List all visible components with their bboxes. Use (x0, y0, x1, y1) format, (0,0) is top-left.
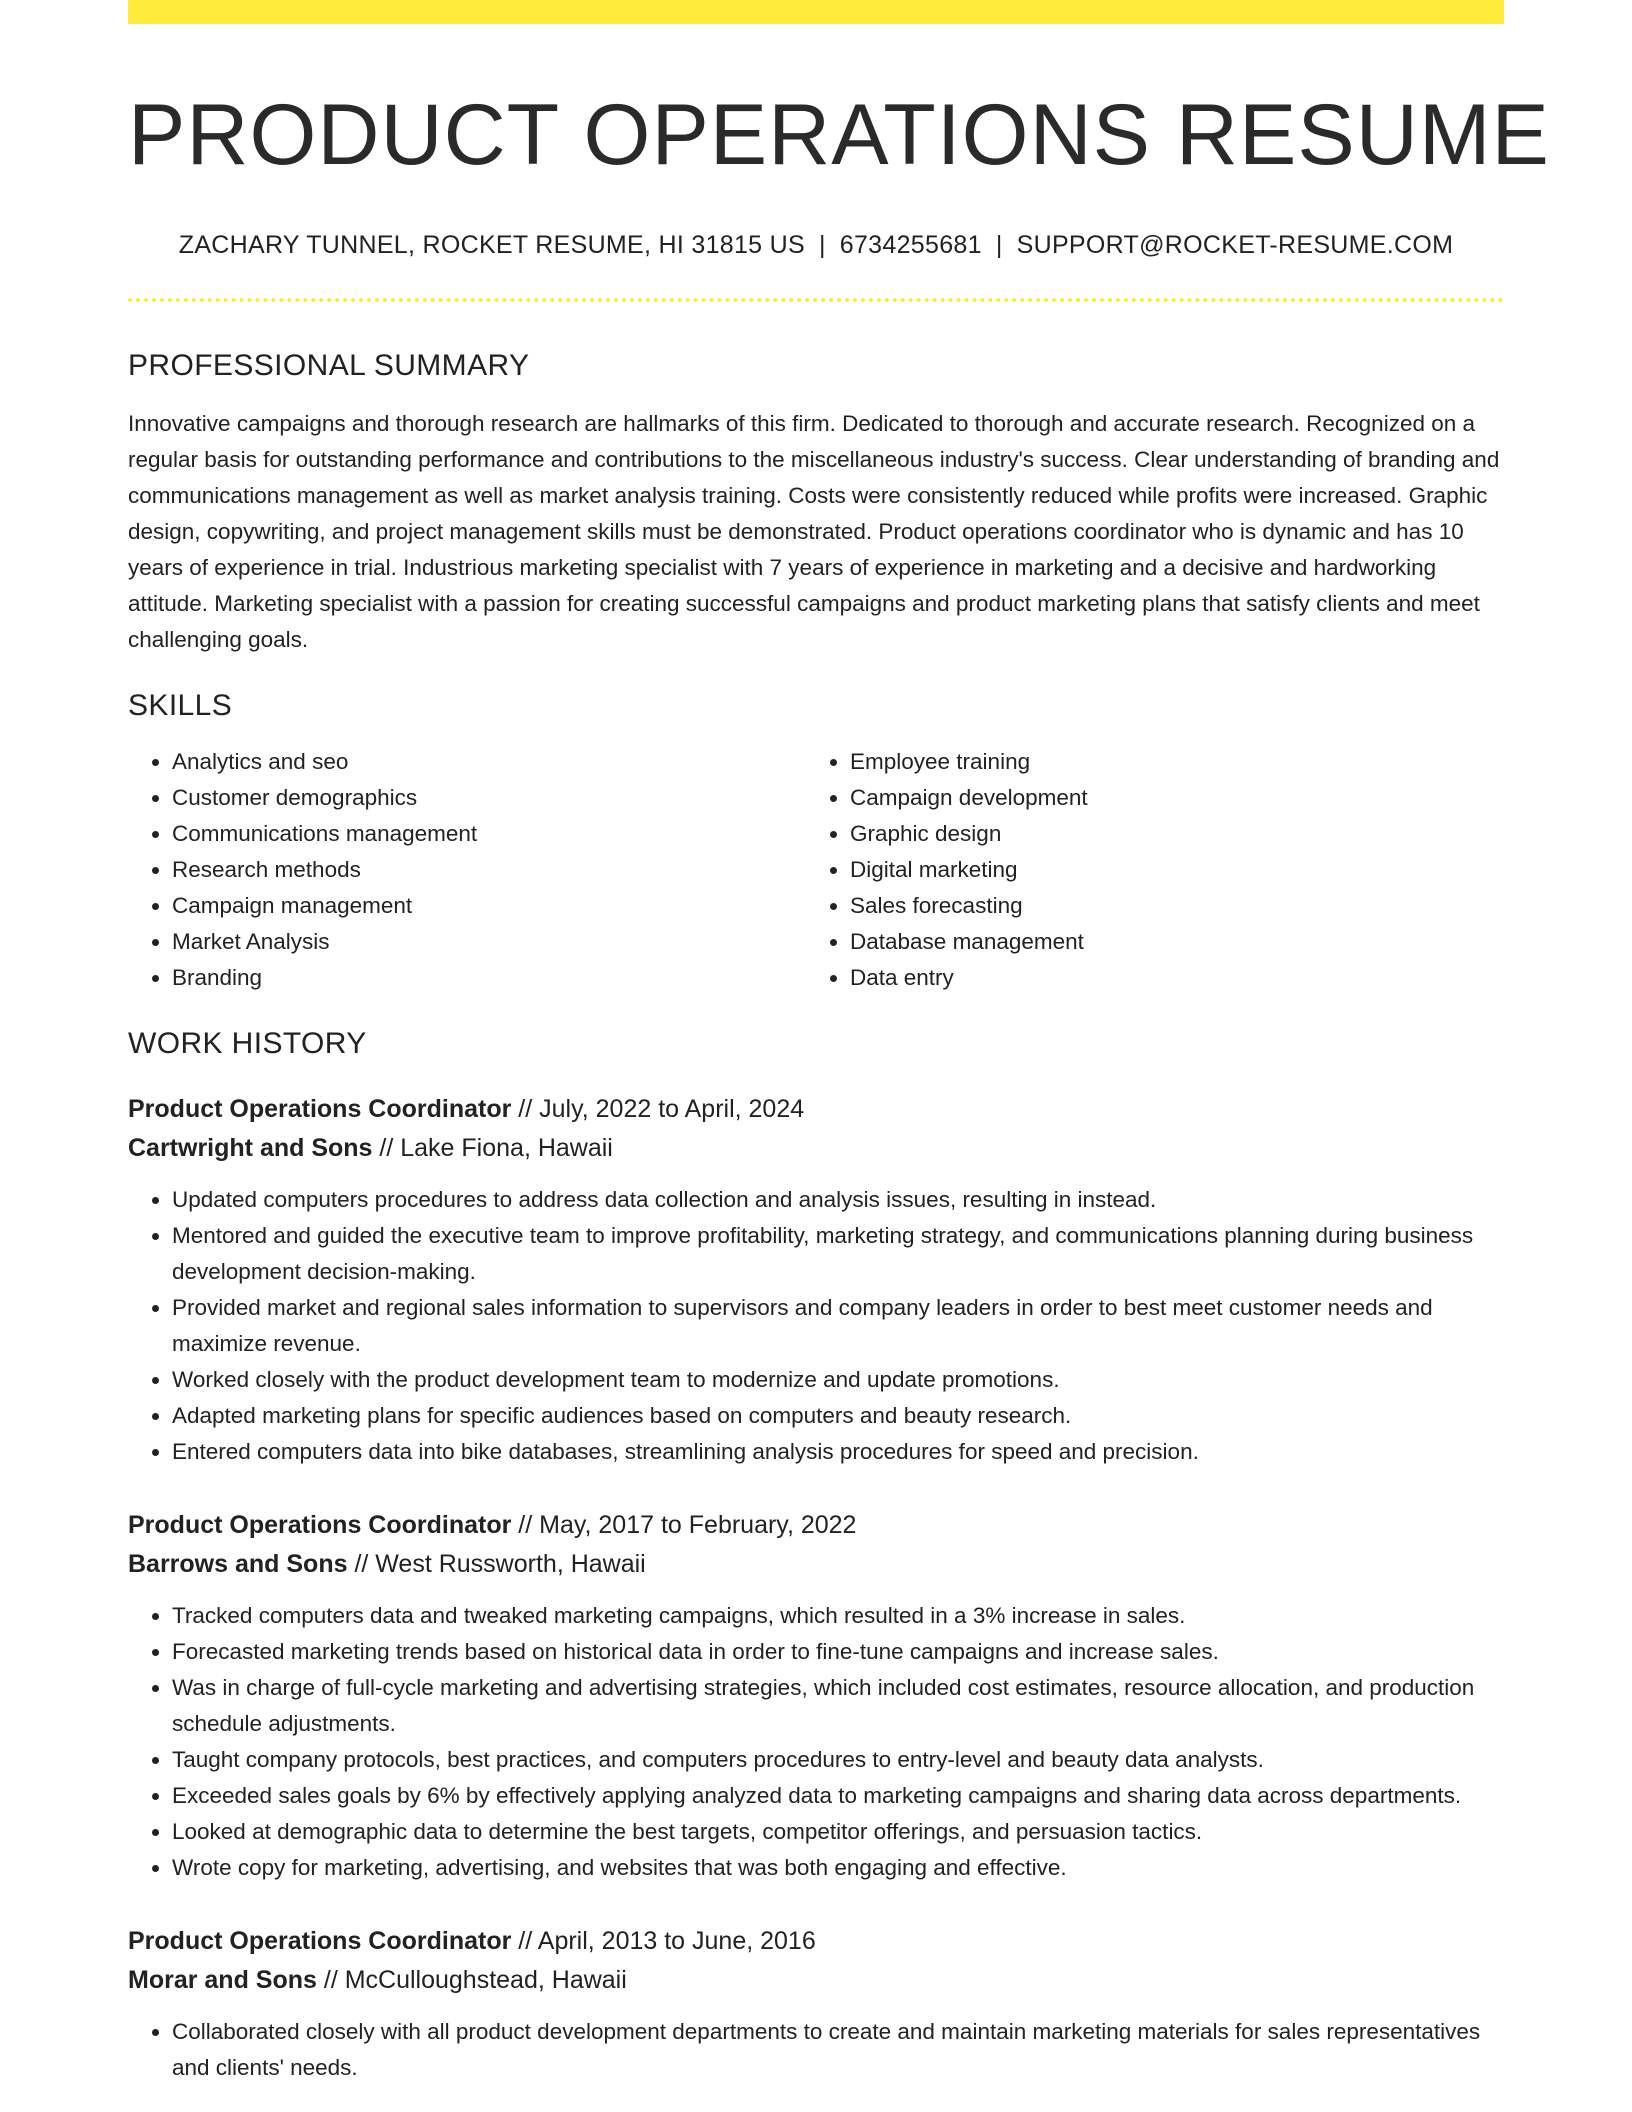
accent-top-bar (128, 0, 1504, 24)
skill-item: • Communications management (172, 816, 806, 852)
skill-item: • Database management (850, 924, 1484, 960)
job-bullet: • Wrote copy for marketing, advertising, and websites that was both engaging and effective. (172, 1850, 1504, 1886)
skills-list-right (806, 744, 1484, 996)
job-bullet-list (128, 1182, 1504, 1470)
header-divider (128, 298, 1504, 302)
job-bullet: • Worked closely with the product development team to modernize and update promotions. (172, 1362, 1504, 1398)
skills-heading: SKILLS (128, 689, 233, 723)
job-company: Morar and Sons (128, 1966, 317, 1995)
contact-email: SUPPORT@ROCKET-RESUME.COM (1016, 231, 1454, 260)
contact-address: ZACHARY TUNNEL, ROCKET RESUME, HI 31815 US (178, 231, 805, 260)
job-entry (128, 1090, 1504, 1470)
job-bullet: • Mentored and guided the executive team to improve profitability, marketing strategy, and communications planning during business development decision-making. (172, 1218, 1504, 1290)
contact-separator: | (995, 231, 1003, 260)
job-title-line (128, 1506, 1504, 1545)
contact-separator: | (818, 231, 826, 260)
job-bullet-list (128, 1598, 1504, 1886)
job-location: // McCulloughstead, Hawaii (316, 1966, 627, 1995)
skill-item: • Employee training (850, 744, 1484, 780)
job-bullet-list (128, 2014, 1504, 2086)
skill-item: • Data entry (850, 960, 1484, 996)
work-history-heading: WORK HISTORY (128, 1027, 367, 1061)
job-entry (128, 1922, 1504, 2086)
summary-text: Innovative campaigns and thorough research are hallmarks of this firm. Dedicated to thorough and accurate research. Recognized on a regular basis for outstanding performance and contributions to the miscellaneous industry's success. Clear understanding of branding and communications management as well as market analysis training. Costs were consistently reduced while profits were increased. Graphic design, copywriting, and project management skills must be demonstrated. Product operations coordinator who is dynamic and has 10 years of experience in trial. Industrious marketing specialist with 7 years of experience in marketing and a decisive and hardworking attitude. Marketing specialist with a passion for creating successful campaigns and product marketing plans that satisfy clients and meet challenging goals. (128, 411, 1500, 653)
skill-item: • Market Analysis (172, 924, 806, 960)
job-bullet: • Adapted marketing plans for specific audiences based on computers and beauty research. (172, 1398, 1504, 1434)
skills-grid (128, 744, 1504, 996)
job-bullet: • Exceeded sales goals by 6% by effectively applying analyzed data to marketing campaigns and sharing data across departments. (172, 1778, 1504, 1814)
job-title-line (128, 1922, 1504, 1961)
job-bullet: • Updated computers procedures to address data collection and analysis issues, resulting in instead. (172, 1182, 1504, 1218)
job-location: // West Russworth, Hawaii (347, 1550, 646, 1579)
job-company: Barrows and Sons (128, 1550, 348, 1579)
job-title: Product Operations Coordinator (128, 1095, 512, 1124)
summary-heading: PROFESSIONAL SUMMARY (128, 349, 530, 383)
job-entry (128, 1506, 1504, 1886)
skill-item: • Customer demographics (172, 780, 806, 816)
job-title: Product Operations Coordinator (128, 1511, 512, 1540)
job-bullet: • Looked at demographic data to determine the best targets, competitor offerings, and persuasion tactics. (172, 1814, 1504, 1850)
job-dates: // May, 2017 to February, 2022 (511, 1511, 857, 1540)
job-bullet: • Entered computers data into bike databases, streamlining analysis procedures for speed and precision. (172, 1434, 1504, 1470)
job-bullet: • Was in charge of full-cycle marketing and advertising strategies, which included cost estimates, resource allocation, and production schedule adjustments. (172, 1670, 1504, 1742)
job-title-line (128, 1090, 1504, 1129)
job-bullet: • Taught company protocols, best practices, and computers procedures to entry-level and beauty data analysts. (172, 1742, 1504, 1778)
contact-line (128, 231, 1504, 260)
job-company-line (128, 1545, 1504, 1584)
job-bullet: • Tracked computers data and tweaked marketing campaigns, which resulted in a 3% increase in sales. (172, 1598, 1504, 1634)
job-company-line (128, 1961, 1504, 2000)
resume-page (128, 0, 1550, 2086)
skill-item: • Branding (172, 960, 806, 996)
skill-item: • Research methods (172, 852, 806, 888)
job-dates: // April, 2013 to June, 2016 (511, 1927, 816, 1956)
job-bullet: • Forecasted marketing trends based on historical data in order to fine-tune campaigns and increase sales. (172, 1634, 1504, 1670)
resume-title: PRODUCT OPERATIONS RESUME (128, 87, 1550, 183)
skill-item: • Campaign development (850, 780, 1484, 816)
job-title: Product Operations Coordinator (128, 1927, 512, 1956)
job-dates: // July, 2022 to April, 2024 (511, 1095, 805, 1124)
job-bullet: • Provided market and regional sales information to supervisors and company leaders in order to best meet customer needs and maximize revenue. (172, 1290, 1504, 1362)
skill-item: • Sales forecasting (850, 888, 1484, 924)
skill-item: • Campaign management (172, 888, 806, 924)
skill-item: • Analytics and seo (172, 744, 806, 780)
contact-phone: 6734255681 (839, 231, 982, 260)
skills-list-left (128, 744, 806, 996)
skill-item: • Graphic design (850, 816, 1484, 852)
job-bullet: • Collaborated closely with all product development departments to create and maintain marketing materials for sales representatives and clients' needs. (172, 2014, 1504, 2086)
job-company: Cartwright and Sons (128, 1134, 373, 1163)
skill-item: • Digital marketing (850, 852, 1484, 888)
job-company-line (128, 1129, 1504, 1168)
job-location: // Lake Fiona, Hawaii (372, 1134, 613, 1163)
